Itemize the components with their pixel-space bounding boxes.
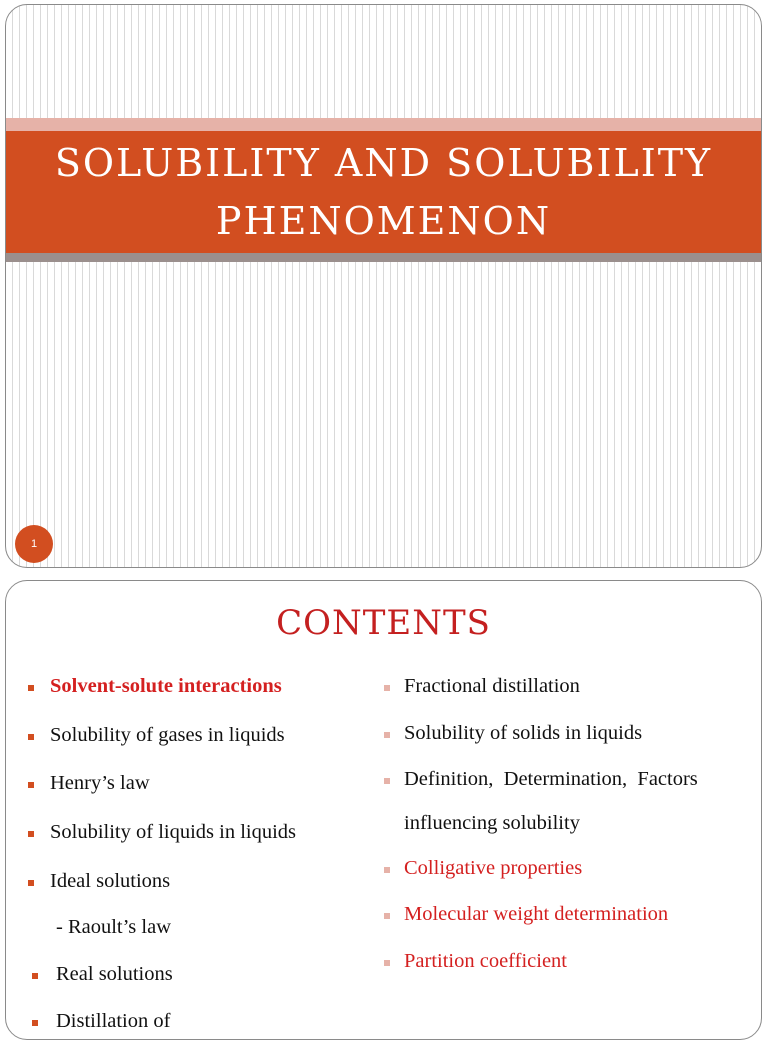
bullet-icon <box>32 973 38 979</box>
bullet-icon <box>384 732 390 738</box>
bullet-icon <box>32 1020 38 1026</box>
slide-title-line-2: PHENOMENON <box>215 199 552 243</box>
bullet-icon <box>384 685 390 691</box>
bullet-icon <box>28 782 34 788</box>
bullet-icon <box>28 880 34 886</box>
title-band-bottom-stripe <box>6 253 761 262</box>
title-band-top-stripe <box>6 118 761 131</box>
bullet-icon <box>384 913 390 919</box>
contents-heading: CONTENTS <box>276 603 491 643</box>
bullet-icon <box>384 778 390 784</box>
bullet-icon <box>384 960 390 966</box>
contents-slide: CONTENTS Solvent-solute interactions Solubility of gases in liquids Henry’s law Solubility of liquids in liquids Ideal solutions - Raoult’s law Real solutions Distillation of Fractional distillation Solubility of solids in liquids Definition, Determination, Factors influencing solubility Colligative properties Molecular weight determination Partition coefficient <box>5 580 762 1040</box>
bullet-icon <box>28 831 34 837</box>
bullet-icon <box>384 867 390 873</box>
bullet-icon <box>28 734 34 740</box>
slide-title-line-1: SOLUBILITY AND SOLUBILITY <box>54 141 713 185</box>
slide-title <box>6 131 761 253</box>
title-slide <box>5 4 762 568</box>
bullet-icon <box>28 685 34 691</box>
page-number-badge: 1 <box>15 525 53 563</box>
